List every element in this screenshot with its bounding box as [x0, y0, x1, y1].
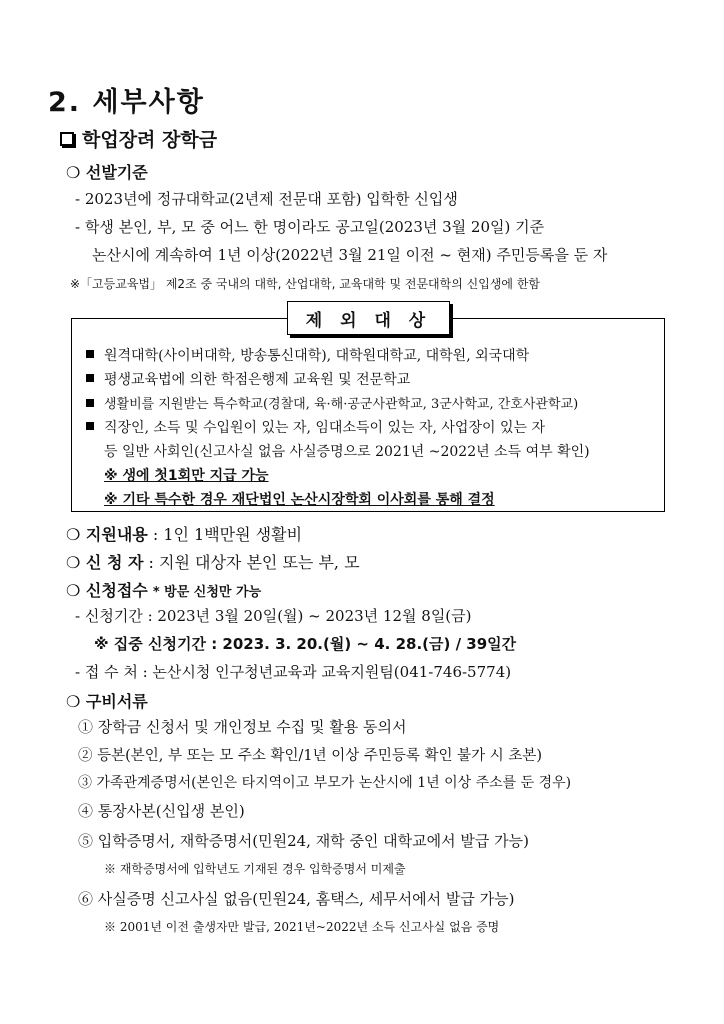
exclusion-item: 직장인, 소득 및 수입원이 있는 자, 임대소득이 있는 자, 사업장이 있는 자	[86, 417, 545, 437]
document-item: ④ 통장사본(신입생 본인)	[78, 802, 245, 820]
exclusion-note-2: ※ 기타 특수한 경우 재단법인 논산시장학회 이사회를 통해 결정	[104, 492, 495, 508]
document-item: ⑤ 입학증명서, 재학증명서(민원24, 재학 중인 대학교에서 발급 가능)	[78, 832, 529, 850]
applicant-row: ❍ 신 청 자 : 지원 대상자 본인 또는 부, 모	[66, 553, 360, 572]
selection-note: ※「고등교육법」 제2조 중 국내의 대학, 산업대학, 교육대학 및 전문대학의 신입생에 한함	[70, 277, 541, 291]
reception-row: ❍ 신청접수 * 방문 신청만 가능	[66, 581, 262, 600]
selection-item-2-cont: 논산시에 계속하여 1년 이상(2022년 3월 21일 이전 ~ 현재) 주민등록을 둔 자	[92, 246, 608, 264]
subsection-heading	[60, 125, 217, 152]
reception-place: - 접 수 처 : 논산시청 인구청년교육과 교육지원팀(041-746-5774)	[75, 663, 512, 681]
circle-bullet-icon: ❍	[66, 525, 86, 544]
exclusion-item: 평생교육법에 의한 학점은행제 교육원 및 전문학교	[86, 369, 410, 389]
document-note-5: ※ 재학증명서에 입학년도 기재된 경우 입학증명서 미제출	[104, 862, 406, 876]
support-row: ❍ 지원내용 : 1인 1백만원 생활비	[66, 525, 303, 544]
document-note-6: ※ 2001년 이전 출생자만 발급, 2021년~2022년 소득 신고사실 없음 증명	[104, 920, 500, 934]
document-item: ③ 가족관계증명서(본인은 타지역이고 부모가 논산시에 1년 이상 주소를 둔 경우)	[78, 775, 572, 791]
document-item: ① 장학금 신청서 및 개인정보 수집 및 활용 동의서	[78, 718, 407, 736]
square-bullet-icon	[86, 374, 94, 382]
circle-bullet-icon: ❍	[66, 692, 86, 711]
selection-item-2: - 학생 본인, 부, 모 중 어느 한 명이라도 공고일(2023년 3월 20일) 기준	[75, 218, 545, 236]
document-item: ⑥ 사실증명 신고사실 없음(민원24, 홈택스, 세무서에서 발급 가능)	[78, 890, 515, 908]
exclusion-item-cont: 등 일반 사회인(신고사실 없음 사실증명으로 2021년 ~2022년 소득 여부 확인)	[104, 444, 590, 460]
document-item: ② 등본(본인, 부 또는 모 주소 확인/1년 이상 주민등록 확인 불가 시 초본)	[78, 748, 543, 764]
square-bullet-icon	[86, 350, 94, 358]
selection-heading: ❍ 선발기준	[66, 163, 148, 182]
exclusion-note-1: ※ 생에 첫1회만 지급 가능	[104, 468, 269, 484]
reception-focus-period: ※ 집중 신청기간 : 2023. 3. 20.(월) ~ 4. 28.(금) / 39일간	[94, 635, 517, 653]
exclusion-item: 생활비를 지원받는 특수학교(경찰대, 육·해·공군사관학교, 3군사학교, 간호사관학교)	[86, 393, 578, 412]
circle-bullet-icon: ❍	[66, 163, 86, 182]
circle-bullet-icon: ❍	[66, 581, 86, 600]
exclusion-item: 원격대학(사이버대학, 방송통신대학), 대학원대학교, 대학원, 외국대학	[86, 345, 529, 365]
selection-item-1: - 2023년에 정규대학교(2년제 전문대 포함) 입학한 신입생	[75, 190, 458, 208]
checkbox-square-icon	[60, 132, 74, 146]
square-bullet-icon	[86, 399, 94, 407]
documents-heading: ❍ 구비서류	[66, 692, 148, 711]
subsection-title: 학업장려 장학금	[82, 129, 218, 151]
circle-bullet-icon: ❍	[66, 553, 86, 572]
exclusion-title: 제 외 대 상	[287, 301, 450, 335]
section-title: 2. 세부사항	[48, 87, 205, 118]
square-bullet-icon	[86, 422, 94, 430]
reception-period: - 신청기간 : 2023년 3월 20일(월) ~ 2023년 12월 8일(금)	[75, 607, 472, 625]
